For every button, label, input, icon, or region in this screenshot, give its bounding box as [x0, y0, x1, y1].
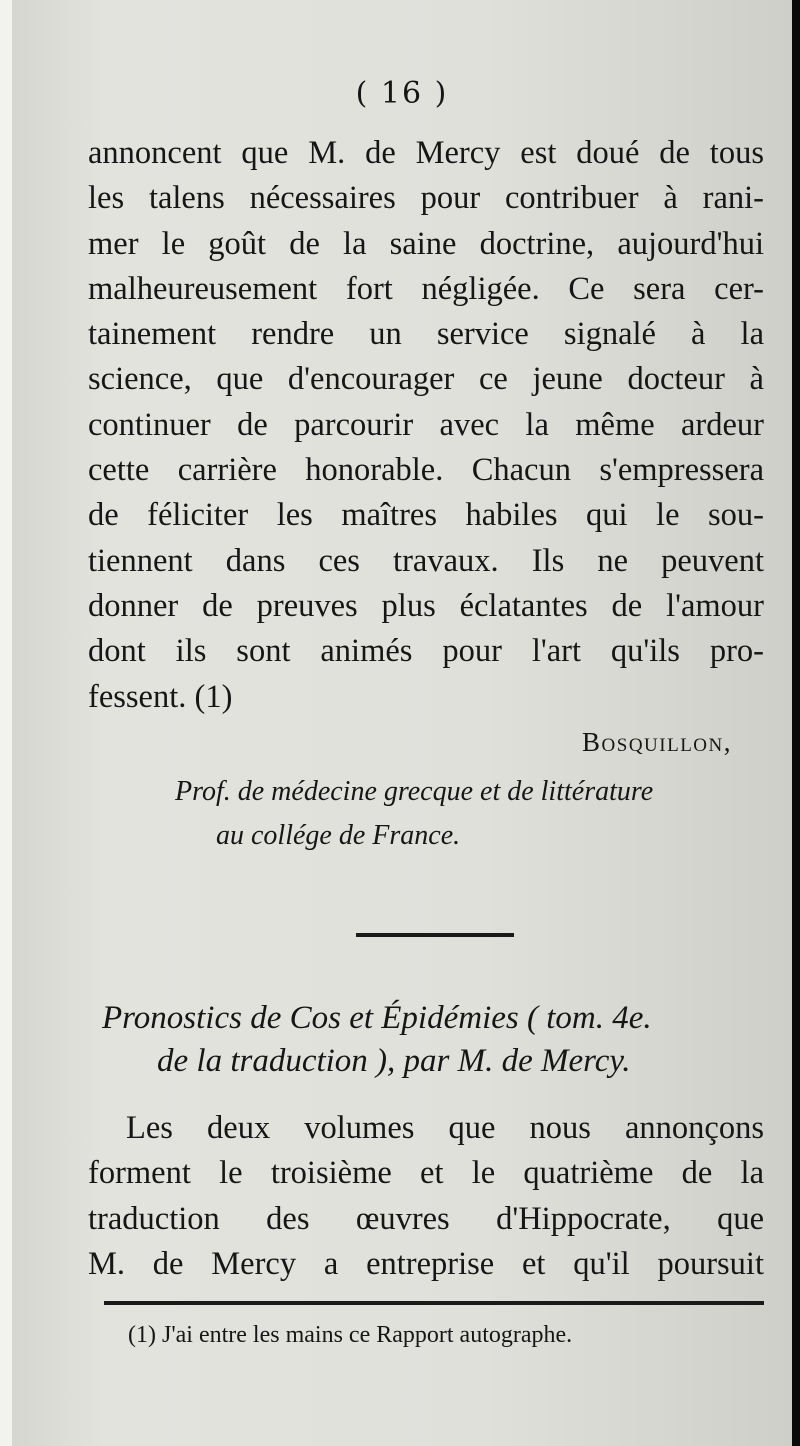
text-line: tainement rendre un service signalé à la	[88, 316, 764, 353]
text-line: les talens nécessaires pour contribuer à rani-	[88, 180, 764, 217]
page-number-header: ( 16 )	[355, 76, 449, 111]
section-divider	[356, 933, 514, 937]
text-line: dont ils sont animés pour l'art qu'ils pro-	[88, 633, 764, 670]
text-line: mer le goût de la saine doctrine, aujourd'hui	[88, 225, 764, 262]
review-title-line: de la traduction ), par M. de Mercy.	[157, 1043, 631, 1079]
text-line: science, que d'encourager ce jeune docteur à	[88, 361, 764, 398]
text-line: continuer de parcourir avec la même ardeur	[88, 406, 764, 443]
text-line: M. de Mercy a entreprise et qu'il poursuit	[88, 1245, 764, 1282]
text-line: fessent. (1)	[88, 678, 233, 715]
review-title-line: Pronostics de Cos et Épidémies ( tom. 4e.	[102, 1000, 652, 1036]
text-line: cette carrière honorable. Chacun s'empressera	[88, 452, 764, 489]
text-line: traduction des œuvres d'Hippocrate, que	[88, 1200, 764, 1237]
book-page	[12, 0, 792, 1446]
text-line: Les deux volumes que nous annonçons	[126, 1110, 764, 1146]
text-line: de féliciter les maîtres habiles qui le sou-	[88, 497, 764, 534]
text-line: annoncent que M. de Mercy est doué de tous	[88, 135, 764, 171]
text-line: malheureusement fort négligée. Ce sera cer-	[88, 270, 764, 307]
scan-left-margin	[0, 0, 12, 1446]
author-affiliation-line: Prof. de médecine grecque et de littérature	[175, 776, 654, 807]
report-paragraph	[88, 131, 764, 720]
text-line: donner de preuves plus éclatantes de l'amour	[88, 587, 764, 624]
footnote: (1) J'ai entre les mains ce Rapport autographe.	[128, 1322, 573, 1348]
author-signature: Bosquillon,	[582, 727, 732, 757]
text-line: forment le troisième et le quatrième de la	[88, 1155, 764, 1192]
text-line: tiennent dans ces travaux. Ils ne peuvent	[88, 542, 764, 579]
scan-right-edge	[792, 0, 800, 1446]
review-paragraph	[88, 1106, 764, 1287]
author-affiliation-line: au collége de France.	[216, 820, 461, 851]
footnote-divider	[104, 1301, 764, 1305]
